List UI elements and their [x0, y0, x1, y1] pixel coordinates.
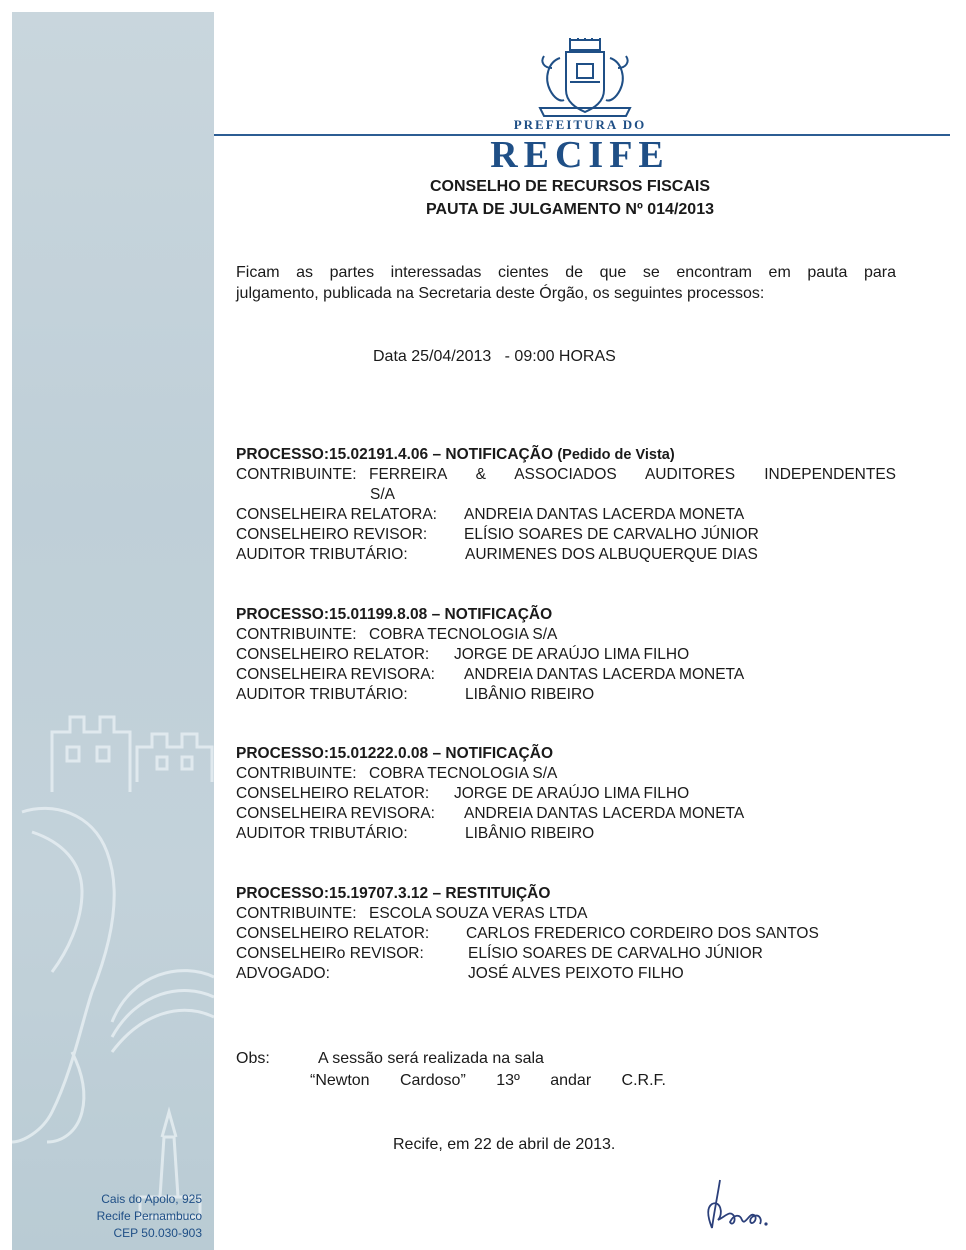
revisor-label: CONSELHEIRo REVISOR:	[236, 945, 424, 962]
relator-label: CONSELHEIRO RELATOR:	[236, 646, 430, 663]
intro-paragraph	[236, 262, 896, 304]
auditor-label: AUDITOR TRIBUTÁRIO:	[236, 825, 408, 842]
auditor-value: LIBÂNIO RIBEIRO	[465, 825, 595, 842]
address-street: Cais do Apolo, 925	[101, 1192, 202, 1206]
contribuinte-row	[236, 465, 896, 485]
advogado-row	[236, 964, 896, 984]
process-block	[236, 884, 896, 984]
intro-line-2: julgamento, publicada na Secretaria deste Órgão, os seguintes processos:	[236, 285, 765, 302]
address-zip: CEP 50.030-903	[113, 1226, 202, 1240]
relator-row	[236, 505, 896, 525]
relator-label: CONSELHEIRO RELATOR:	[236, 925, 430, 942]
contribuinte-continuation: S/A	[370, 486, 395, 503]
process-title: PROCESSO:15.01222.0.08 – NOTIFICAÇÃO	[236, 745, 554, 762]
institution-address	[12, 1191, 202, 1242]
revisor-row	[236, 525, 896, 545]
revisor-label: CONSELHEIRA REVISORA:	[236, 666, 435, 683]
closing-date: Recife, em 22 de abril de 2013.	[393, 1136, 616, 1153]
auditor-value: LIBÂNIO RIBEIRO	[465, 686, 595, 703]
revisor-value: ANDREIA DANTAS LACERDA MONETA	[464, 666, 745, 683]
contribuinte-label: CONTRIBUINTE:	[236, 626, 357, 643]
relator-value: JORGE DE ARAÚJO LIMA FILHO	[454, 646, 690, 663]
revisor-label: CONSELHEIRO REVISOR:	[236, 526, 428, 543]
revisor-row	[236, 804, 896, 824]
city-logo-text: RECIFE	[490, 134, 670, 176]
revisor-label: CONSELHEIRA REVISORA:	[236, 805, 435, 822]
relator-value: JORGE DE ARAÚJO LIMA FILHO	[454, 785, 690, 802]
obs-line-2: “Newton Cardoso” 13º andar C.R.F.	[310, 1072, 666, 1089]
coat-of-arms-icon	[530, 38, 640, 118]
process-title: PROCESSO:15.01199.8.08 – NOTIFICAÇÃO	[236, 606, 553, 623]
auditor-label: AUDITOR TRIBUTÁRIO:	[236, 686, 408, 703]
auditor-row	[236, 545, 896, 565]
auditor-label: AUDITOR TRIBUTÁRIO:	[236, 546, 408, 563]
process-block	[236, 744, 896, 844]
contribuinte-row	[236, 904, 896, 924]
relator-row	[236, 924, 896, 944]
process-title: PROCESSO:15.02191.4.06 – NOTIFICAÇÃO (Pedido de Vista)	[236, 446, 675, 463]
sidebar-watermark	[12, 12, 214, 1250]
contribuinte-value: COBRA TECNOLOGIA S/A	[369, 626, 558, 643]
contribuinte-value: COBRA TECNOLOGIA S/A	[369, 765, 558, 782]
revisor-value: ELÍSIO SOARES DE CARVALHO JÚNIOR	[464, 526, 759, 543]
address-city: Recife Pernambuco	[96, 1209, 202, 1223]
relator-value: ANDREIA DANTAS LACERDA MONETA	[464, 506, 745, 523]
process-title-note: (Pedido de Vista)	[557, 447, 675, 463]
council-title: CONSELHO DE RECURSOS FISCAIS	[429, 178, 711, 195]
advogado-value: JOSÉ ALVES PEIXOTO FILHO	[468, 965, 684, 982]
revisor-value: ELÍSIO SOARES DE CARVALHO JÚNIOR	[468, 945, 763, 962]
contribuinte-label: CONTRIBUINTE:	[236, 905, 357, 922]
contribuinte-row	[236, 764, 896, 784]
contribuinte-row	[236, 625, 896, 645]
obs-line-1: A sessão será realizada na sala	[318, 1050, 544, 1067]
handwritten-signature	[690, 1158, 800, 1238]
process-block	[236, 445, 896, 565]
advogado-label: ADVOGADO:	[236, 965, 330, 982]
obs-label: Obs:	[236, 1050, 270, 1067]
pauta-title: PAUTA DE JULGAMENTO Nº 014/2013	[426, 201, 714, 218]
contribuinte-label: CONTRIBUINTE:	[236, 466, 357, 483]
relator-label: CONSELHEIRA RELATORA:	[236, 506, 437, 523]
process-title: PROCESSO:15.19707.3.12 – RESTITUIÇÃO	[236, 885, 551, 902]
auditor-row	[236, 824, 896, 844]
revisor-row	[236, 665, 896, 685]
relator-value: CARLOS FREDERICO CORDEIRO DOS SANTOS	[466, 925, 819, 942]
city-emblem-watermark	[12, 12, 214, 1250]
contribuinte-value: FERREIRA & ASSOCIADOS AUDITORES INDEPENDENTES	[369, 466, 896, 483]
relator-row	[236, 784, 896, 804]
contribuinte-value: ESCOLA SOUZA VERAS LTDA	[369, 905, 588, 922]
auditor-row	[236, 685, 896, 705]
process-block	[236, 605, 896, 705]
revisor-row	[236, 944, 896, 964]
contribuinte-label: CONTRIBUINTE:	[236, 765, 357, 782]
intro-line-1: Ficam as partes interessadas cientes de que se encontram em pauta para	[236, 264, 896, 281]
revisor-value: ANDREIA DANTAS LACERDA MONETA	[464, 805, 745, 822]
session-date: Data 25/04/2013 - 09:00 HORAS	[373, 348, 616, 365]
prefeitura-label: PREFEITURA DO	[513, 117, 647, 132]
relator-row	[236, 645, 896, 665]
auditor-value: AURIMENES DOS ALBUQUERQUE DIAS	[465, 546, 758, 563]
relator-label: CONSELHEIRO RELATOR:	[236, 785, 430, 802]
